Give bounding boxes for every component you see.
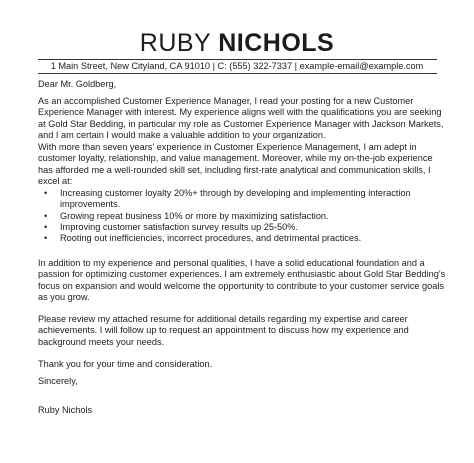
- bullet-icon: •: [44, 188, 48, 198]
- list-item: [38, 211, 448, 222]
- list-item-text: Rooting out inefficiencies, incorrect procedures, and detrimental practices.: [60, 233, 362, 244]
- paragraph-qualities-text: In addition to my experience and personal qualities, I have a solid educational foundation and a passion for optimizing customer experiences. I am extremely enthusiastic about Gold Star Bedding's focus on expansion and would welcome the opportunity to contribute to your customer service goals as you grow.: [38, 258, 446, 302]
- list-item-text: Improving customer satisfaction survey results up 25-50%.: [60, 221, 298, 232]
- paragraph-intro-text: As an accomplished Customer Experience Manager, I read your posting for a new Customer Experience Manager with interest. My experience aligns well with the qualifications you are seeking at Gold Star Bedding, in particular my role as Customer Experience Manager with Jackson Markets, and I am certain I would make a valuable addition to your organization.: [38, 96, 444, 140]
- paragraph-follow-up: [38, 314, 448, 348]
- list-item: [38, 233, 448, 244]
- paragraph-experience-text: With more than seven years' experience in Customer Experience Management, I am adept in customer loyalty, relationship, and value management. Moreover, while my on-the-job experience has afforded me a well-rounded skill set, including first-rate analytical and communication skills, I excel at:: [38, 142, 433, 186]
- salutation-text: Dear Mr. Goldberg,: [38, 79, 117, 89]
- paragraph-experience: [38, 142, 448, 187]
- contact-line: 1 Main Street, New Cityland, CA 91010 | C: (555) 322-7337 | example-email@example.com: [50, 61, 424, 71]
- skills-list: [38, 188, 448, 244]
- list-item: [38, 222, 448, 233]
- signature: [38, 405, 448, 416]
- bullet-icon: •: [44, 233, 48, 244]
- list-item: [38, 188, 448, 211]
- first-name: RUBY: [139, 29, 211, 57]
- last-name: NICHOLS: [218, 29, 335, 57]
- bullet-icon: •: [44, 221, 48, 232]
- salutation: [38, 79, 448, 90]
- paragraph-follow-up-text: Please review my attached resume for additional details regarding my expertise and career achievements. I will follow up to request an appointment to discuss how my experience and background meets your needs.: [38, 314, 409, 347]
- list-item-text: Increasing customer loyalty 20%+ through by developing and implementing interaction improvements.: [60, 188, 411, 210]
- bullet-icon: •: [44, 210, 48, 221]
- list-item-text: Growing repeat business 10% or more by maximizing satisfaction.: [60, 210, 329, 221]
- applicant-name: [0, 28, 474, 58]
- thanks-line: [38, 359, 448, 370]
- closing-text: Sincerely,: [38, 376, 78, 386]
- header-bottom-rule: [38, 73, 437, 74]
- closing: [38, 376, 448, 387]
- signature-text: Ruby Nichols: [38, 405, 93, 415]
- thanks-text: Thank you for your time and consideration.: [38, 359, 213, 369]
- paragraph-intro: [38, 96, 448, 141]
- paragraph-qualities: [38, 258, 448, 303]
